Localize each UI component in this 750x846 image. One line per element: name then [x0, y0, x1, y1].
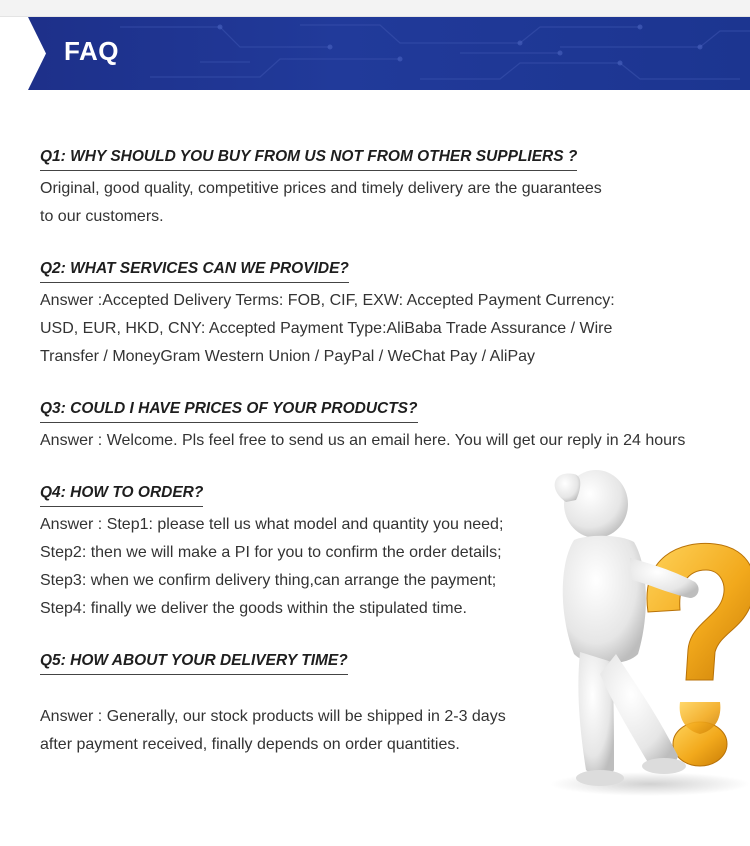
- answer-line: Step3: when we confirm delivery thing,can arrange the payment;: [40, 572, 497, 589]
- answer-line: USD, EUR, HKD, CNY: Accepted Payment Type:AliBaba Trade Assurance / Wire: [40, 320, 613, 337]
- faq-answer: [40, 175, 720, 231]
- faq-question: Q2: WHAT SERVICES CAN WE PROVIDE?: [40, 260, 349, 283]
- faq-banner: [0, 17, 750, 90]
- answer-line: Answer : Welcome. Pls feel free to send us an email here. You will get our reply in 24 hours: [40, 432, 686, 449]
- faq-item-2: [40, 260, 720, 371]
- answer-line: to our customers.: [40, 208, 164, 225]
- top-strip: [0, 0, 750, 17]
- answer-line: Transfer / MoneyGram Western Union / PayPal / WeChat Pay / AliPay: [40, 348, 536, 365]
- faq-question: Q3: COULD I HAVE PRICES OF YOUR PRODUCTS?: [40, 400, 418, 423]
- answer-line: Original, good quality, competitive prices and timely delivery are the guarantees: [40, 180, 602, 197]
- answer-line: Answer : Step1: please tell us what model and quantity you need;: [40, 516, 504, 533]
- faq-question: Q5: HOW ABOUT YOUR DELIVERY TIME?: [40, 652, 348, 675]
- banner-arrow-tab: [0, 17, 46, 90]
- faq-answer: [40, 287, 720, 371]
- answer-line: Answer : Generally, our stock products will be shipped in 2-3 days: [40, 708, 506, 725]
- thinking-person-icon: [530, 462, 750, 802]
- answer-line: after payment received, finally depends on order quantities.: [40, 736, 460, 753]
- answer-line: Step2: then we will make a PI for you to confirm the order details;: [40, 544, 502, 561]
- answer-line: Step4: finally we deliver the goods within the stipulated time.: [40, 600, 467, 617]
- faq-item-1: [40, 148, 720, 231]
- answer-line: Answer :Accepted Delivery Terms: FOB, CIF, EXW: Accepted Payment Currency:: [40, 292, 615, 309]
- faq-answer: [40, 427, 740, 455]
- page-title: FAQ: [64, 36, 119, 66]
- faq-question: Q1: WHY SHOULD YOU BUY FROM US NOT FROM OTHER SUPPLIERS ?: [40, 148, 577, 171]
- faq-item-3: [40, 400, 740, 455]
- faq-question: Q4: HOW TO ORDER?: [40, 484, 203, 507]
